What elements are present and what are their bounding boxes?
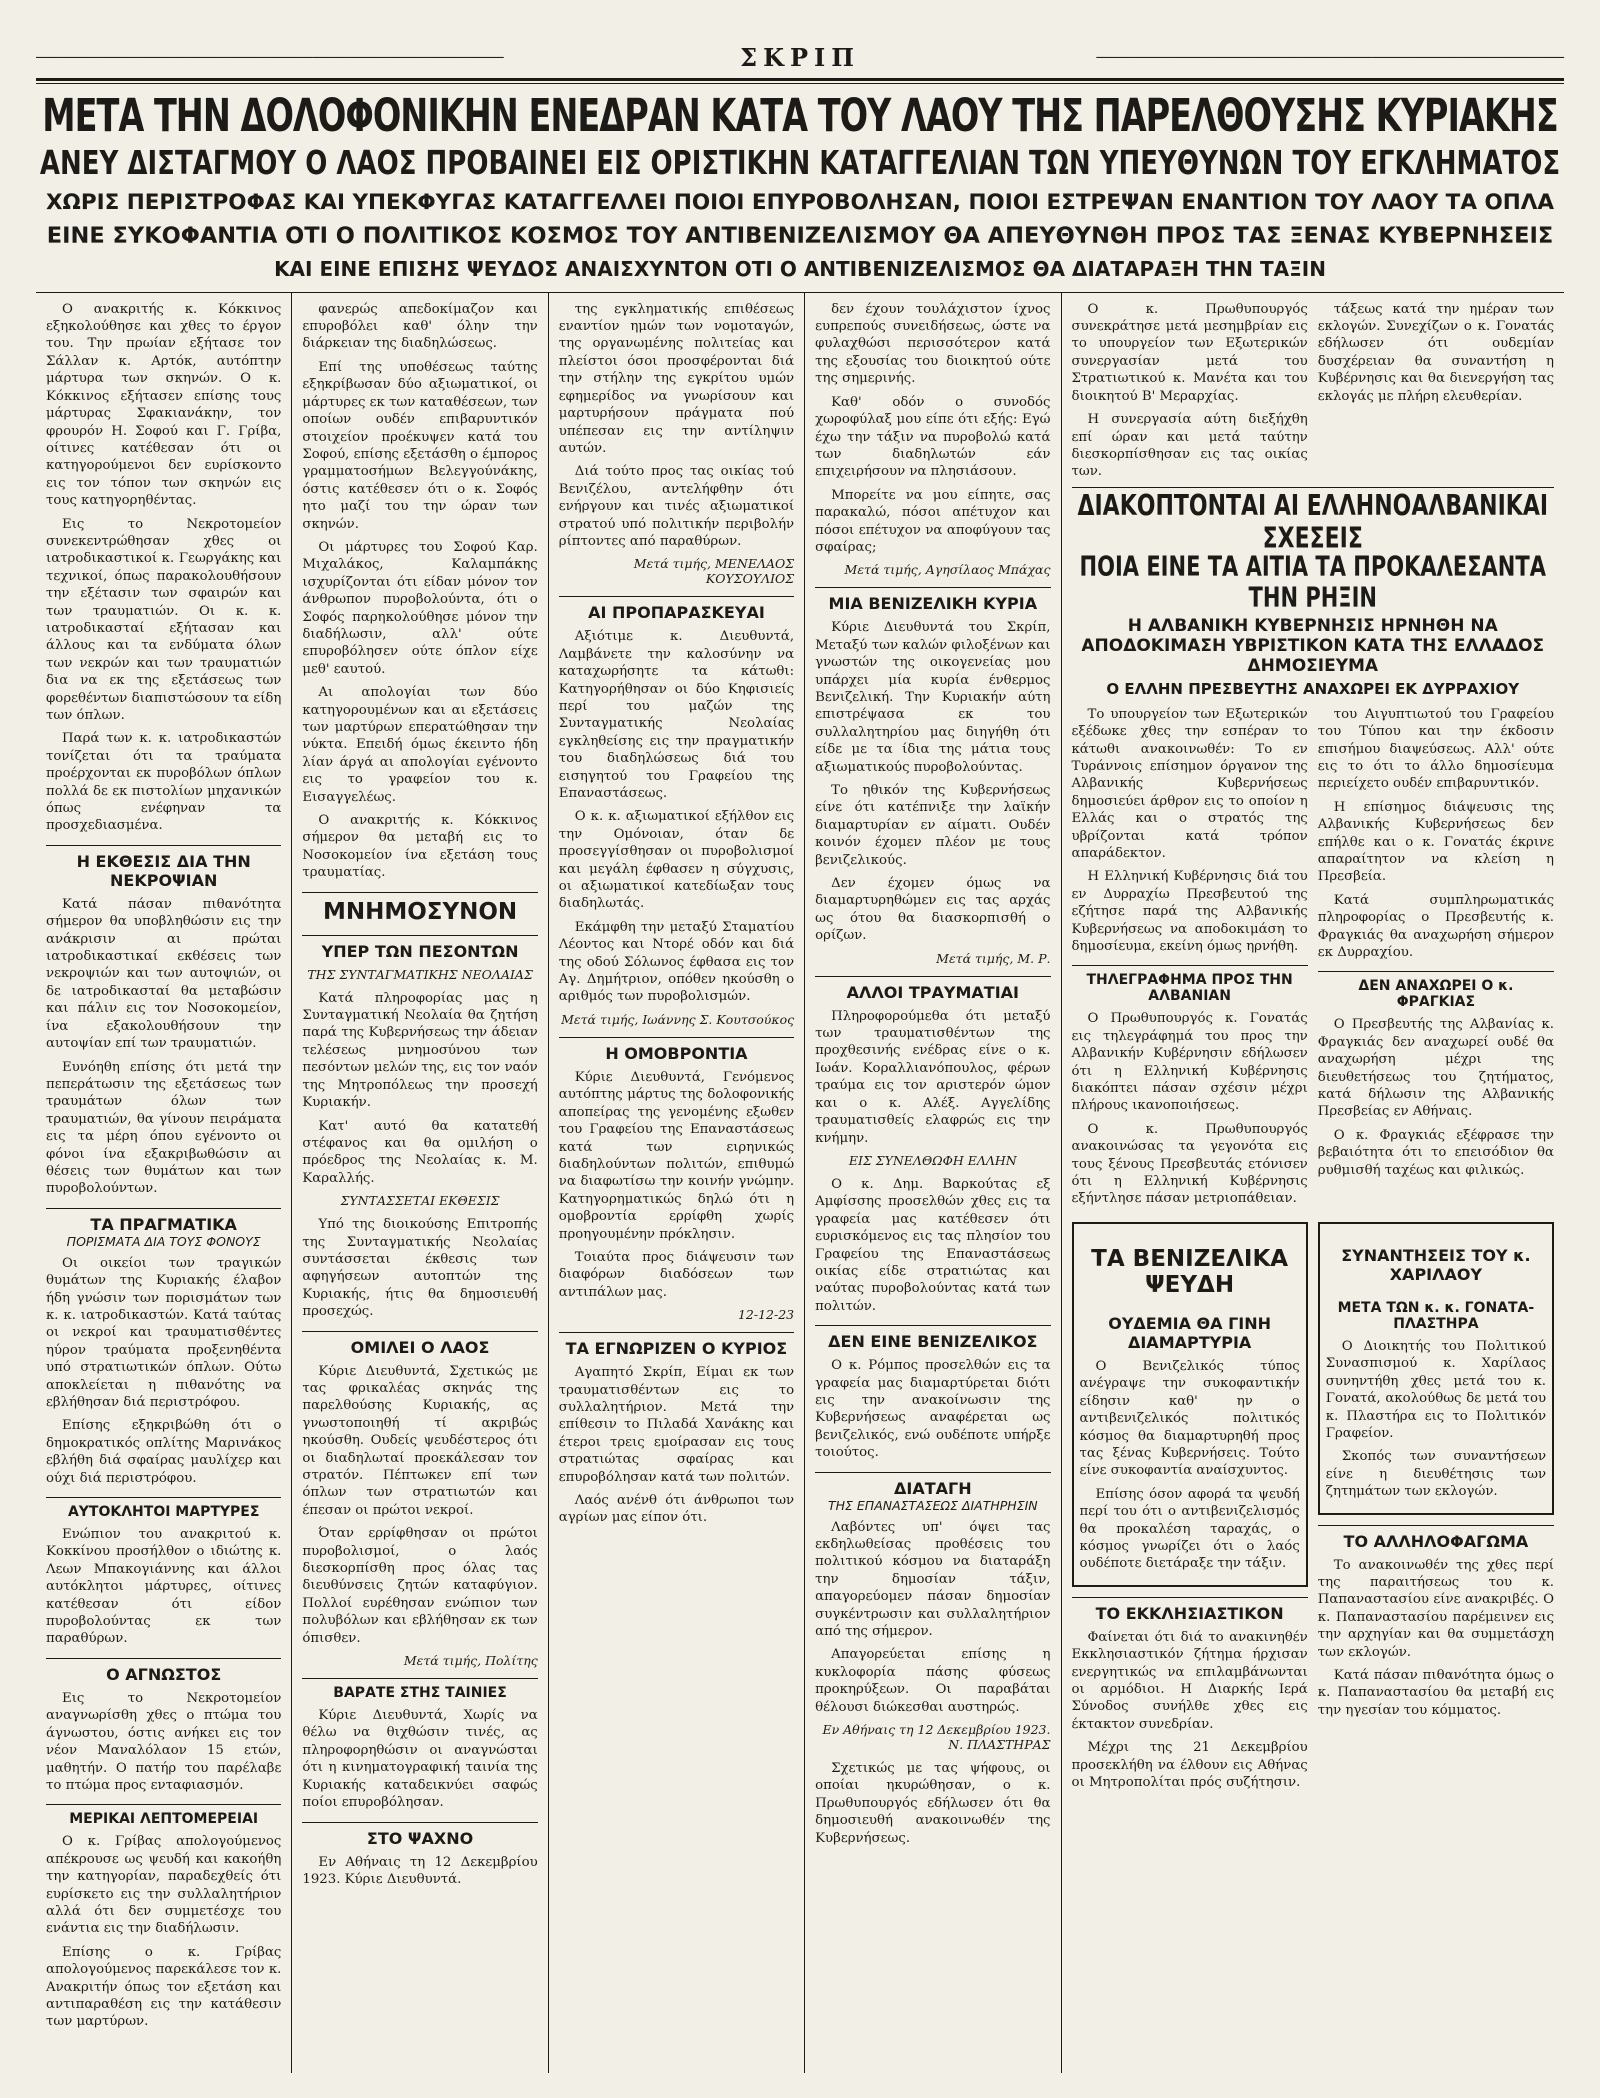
subheading: ΟΥΔΕΜΙΑ ΘΑ ΓΙΝΗ ΔΙΑΜΑΡΤΥΡΙΑ: [1108, 1313, 1272, 1352]
paragraph: Αι απολογίαι των δύο κατηγορουμένων και αι εξετάσεις των μαρτύρων επερατώθησαν την νύκτα. Επειδή όμως έκειντο ήδη λίαν άργά αι απολογίαι εγένοντο εις το γραφείον του κ. Εισαγγελέως.: [302, 685, 538, 805]
column-1: [36, 293, 292, 2073]
subheading: ΤΗΛΕΓΡΑΦΗΜΑ ΠΡΟΣ ΤΗΝ ΑΛΒΑΝΙΑΝ: [1072, 965, 1308, 1004]
subheading: ΣΤΟ ΨΑΧΝΟ: [302, 1822, 537, 1848]
paragraph: δεν έχουν τουλάχιστον ίχνος ευπρεπούς συνειδήσεως, ώστε να φυλαχθώσι περισσότερον κατά της εξουσίας του διοικητού ούτε της σημερινής.: [815, 301, 1051, 387]
paragraph: Το ηθικόν της Κυβερνήσεως είνε ότι κατέπνιξε την λαϊκήν διαμαρτυρίαν εν αίματι. Ουδέν κοινόν έχομεν πλέον με τους βενιζελικούς.: [815, 783, 1051, 868]
albania-headline-4: Ο ΕΛΛΗΝ ΠΡΕΣΒΕΥΤΗΣ ΑΝΑΧΩΡΕΙ ΕΚ ΔΥΡΡΑΧΙΟΥ: [1106, 679, 1520, 698]
paragraph: Διά τούτο προς τας οικίας τού Βενιζέλου, αντελήφθην ότι ενήργουν και τινές αξιωματικοί στρατού υπό πολιτικήν περιβολήν ρίπτοντες από παραθύρων.: [558, 464, 795, 549]
paragraph: Ο Βενιζελικός τύπος ανέγραψε την συκοφαντικήν είδησιν καθ' ην ο αντιβενιζελικός πολιτικός κόσμος θα διαμαρτυρηθή προς τας ξένας Κυβερνήσεις. Τούτο είνε συκοφαντία αναίσχυντος.: [1079, 1358, 1300, 1479]
paragraph: Φαίνεται ότι διά το ανακινηθέν Εκκλησιαστικόν ζήτημα ήρχισαν ενεργητικώς να επιλαμβάνωνται οι αρμόδιοι. Η Διαρκής Ιερά Σύνοδος συνήλθε χθες εις έκτακτον συνεδρίαν.: [1071, 1629, 1308, 1732]
paragraph: Αξιότιμε κ. Διευθυντά, Λαμβάνετε την καλοσύνην να καταχωρήσητε τα κάτωθι: Κατηγορήθησαν οι δύο Κηφισιείς περί του μαζών της Συνταγματικής Νεολαίας εγκληθείσης εις την πραγματικήν του διαδηλώσεως διά του εισηγητού του Γραφείου της Επαναστάσεως.: [558, 629, 795, 801]
subheading: ΑΙ ΠΡΟΠΑΡΑΣΚΕΥΑΙ: [559, 596, 794, 622]
paragraph: Κατά πληροφορίας μας η Συνταγματική Νεολαία θα ζητήση παρά της Κυβερνήσεως την άδειαν τελέσεως μνημοσύνου των πεσόντων μελών της, εις τον ναόν της Μητροπόλεως την προσεχή Κυριακήν.: [302, 990, 538, 1111]
signature: Μετά τιμής, Ιωάννης Σ. Κουτσούκος: [561, 1011, 795, 1027]
paragraph: φανερώς απεδοκίμαζον και επυροβόλει καθ' όλην την διάρκειαν της διαδηλώσεως.: [302, 301, 538, 352]
paragraph: Το υπουργείον των Εξωτερικών εξέδωκε χθες την εσπέραν το κάτωθι ανακοινωθέν: Το εν Τυράννοις επίσημον όργανον της Αλβανικής Κυβερνήσεως δημοσιεύει άρθρον εις το οποίον η Ελλάς και ο στρατός της υβρίζονται κατά τρόπον απαράδεκτον.: [1071, 706, 1308, 861]
paragraph: Κατά συμπληρωματικάς πληροφορίας ο Πρεσβευτής κ. Φραγκιάς θα αναχωρήση σήμερον εκ Δυρραχίου.: [1317, 892, 1555, 960]
subheading: Η ΕΚΘΕΣΙΣ ΔΙΑ ΤΗΝ ΝΕΚΡΟΨΙΑΝ: [46, 845, 281, 890]
paragraph: Ενώπιον του ανακριτού κ. Κοκκίνου προσήλθον ο ιδιώτης κ. Λεων Μπακογιάννης και άλλοι αυτόκλητοι μάρτυρες, οίτινες κατέθεσαν ότι είδον πυροβολούντας εκ των παραθύρων.: [46, 1527, 282, 1647]
paragraph: Ο κ. Δημ. Βαρκούτας εξ Αμφίσσης προσελθών χθες εις τα γραφεία μας κατέθεσεν ότι ευρισκόμενος εις τας πλησίον του Γραφείου της Επαναστάσεως οικίας είδε στρατιώτας και ναύτας πυροβολούντας κατά των πολιτών.: [815, 1176, 1051, 1314]
subheading: ΣΥΝΑΝΤΗΣΕΙΣ ΤΟΥ κ. ΧΑΡΙΛΑΟΥ: [1341, 1245, 1531, 1284]
column-3: [549, 293, 805, 2073]
paragraph: Απαγορεύεται επίσης η κυκλοφορία πάσης φύσεως προκηρύξεων. Οι παραβάται θέλουσι διώκεσθαι αυστηρώς.: [815, 1647, 1051, 1715]
subheading: Η ΟΜΟΒΡΟΝΤΙΑ: [559, 1037, 794, 1063]
paragraph: Ο κ. Πρωθυπουργός ανακοινώσας τα γεγονότα εις τους ξένους Πρεσβευτάς ετόνισεν ότι η Ελληνική Κυβέρνησις εξήντλησε πάσαν μετριοπάθειαν.: [1071, 1121, 1308, 1207]
paragraph: Τοιαύτα προς διάψευσιν των διαφόρων διαδόσεων των αντιπάλων μας.: [558, 1249, 795, 1300]
twin-left: [1072, 1214, 1308, 1798]
paragraph: Κύριε Διευθυντά, Γενόμενος αυτόπτης μάρτυς της δολοφονικής αποπείρας της γενομένης εξωθεν του Γραφείου της Επαναστάσεως κατά των ειρηνικώς διαδηλούντων πολιτών, επιθυμώ να διαφωτίσω την κοινήν γνώμην. Κατηγορηματικώς δηλώ ότι η ομοβροντία ερρίφθη χωρίς προηγουμένην πρόκλησιν.: [558, 1069, 795, 1242]
subheading-title: ΔΙΑΤΑΓΗ: [894, 1478, 972, 1498]
headline-fourth: ΕΙΝΕ ΣΥΚΟΦΑΝΤΙΑ ΟΤΙ Ο ΠΟΛΙΤΙΚΟΣ ΚΟΣΜΟΣ ΤΟΥ ΑΝΤΙΒΕΝΙΖΕΛΙΣΜΟΥ ΘΑ ΑΠΕΥΘΥΝΘΗ ΠΡΟΣ ΤΑΣ ΞΕΝΑΣ ΚΥΒΕΡΝΗΣΕΙΣ: [46, 225, 1554, 249]
paragraph: Ο ανακριτής κ. Κόκκινος εξηκολούθησε και χθες το έργον του. Την πρωίαν εξήτασε τον Σάλλαν κ. Αρτόκ, αυτόπτην μάρτυρα των σκηνών. Ο κ. Κόκκινος εξήτασεν επίσης τους μάρτυρας Σφακιανάκην, τον φρουρόν Η. Σοφού και Γ. Γρίβα, οίτινες κατέθεσαν ότι οι κατηγορούμενοι δεν ευρίσκοντο εις τον τόπον των σκηνών εις τους κατηγορηθέντας.: [46, 301, 282, 509]
subheading-subtitle: ΤΗΣ ΕΠΑΝΑΣΤΑΣΕΩΣ ΔΙΑΤΗΡΗΣΙΝ: [827, 1497, 1038, 1513]
boxed-article: [1318, 1222, 1554, 1515]
masthead-name: ΣΚΡΙΠ: [740, 42, 860, 72]
masthead: [36, 40, 1564, 74]
paragraph: Οι μάρτυρες του Σοφού Καρ. Μιχαλάκος, Καλαμπάκης ισχυρίζονται ότι είδαν μόνον τον άνθρωπον πυροβολούντα, ότι ο Σοφός παρηκολούθησε μόνον την διαδήλωσιν, αλλ' ούτε επυροβόλησεν ούτε όπλον είχε μεθ' εαυτού.: [302, 539, 538, 677]
albania-headline-3: Η ΑΛΒΑΝΙΚΗ ΚΥΒΕΡΝΗΣΙΣ ΗΡΝΗΘΗ ΝΑ ΑΠΟΔΟΚΙΜΑΣΗ ΥΒΡΙΣΤΙΚΟΝ ΚΑΤΑ ΤΗΣ ΕΛΛΑΔΟΣ ΔΗΜΟΣΙΕΥΜΑ: [1081, 615, 1545, 676]
subheading: ΑΛΛΟΙ ΤΡΑΥΜΑΤΙΑΙ: [815, 976, 1050, 1002]
paragraph: Ο Πρωθυπουργός κ. Γονατάς εις τηλεγράφημά του προς την Αλβανικήν Κυβέρνησιν εδήλωσεν ότι η Ελληνική Κυβέρνησις διακόπτει πάσαν σχέσιν μέχρι πλήρους ικανοποιήσεως.: [1071, 1011, 1308, 1114]
subheading: ΟΜΙΛΕΙ Ο ΛΑΟΣ: [302, 1331, 537, 1357]
paragraph: του Αιγυπτιωτού του Γραφείου του Τύπου και την έκδοσιν επισήμου διαψεύσεως. Αλλ' ούτε εις το ότι το άλλο δημοσίευμα περιείχετο ουδέν επιβαρυντικόν.: [1317, 706, 1555, 792]
signature: Μετά τιμής, Πολίτης: [403, 1653, 538, 1669]
paragraph: Λαβόντες υπ' όψει τας εκδηλωθείσας προθέσεις του πολιτικού κόσμου να διαταράξη την δημοσίαν τάξιν, απαγορεύομεν πάσαν δημοσίαν συγκέντρωσιν και συλλαλητήριον από της σήμερον.: [815, 1519, 1051, 1640]
paragraph: Λαός ανένθ ότι άνθρωποι των αγρίων μας είπον ότι.: [558, 1493, 795, 1526]
paragraph: Δεν έχομεν όμως να διαμαρτυρηθώμεν εις τας αρχάς ως ότου θα διασκορπισθή ο ορίζων.: [815, 876, 1051, 944]
paragraph: Μπορείτε να μου είπητε, σας παρακαλώ, πόσοι απέτυχον και πόσοι επέτυχον να αποφύγουν τας σφαίρας;: [815, 487, 1051, 555]
paragraph: Η συνεργασία αύτη διεξήχθη επί ώραν και μετά ταύτην διεσκορπίσθησαν εις τας οικίας των.: [1071, 412, 1308, 480]
subheading: Ο ΑΓΝΩΣΤΟΣ: [46, 1658, 281, 1684]
signature: 12-12-23: [737, 1307, 795, 1323]
subheading: ΜΙΑ ΒΕΝΙΖΕΛΙΚΗ ΚΥΡΙΑ: [815, 587, 1050, 613]
paragraph: Υπό της διοικούσης Επιτροπής της Συνταγματικής Νεολαίας συντάσσεται έκθεσις των αφηγήσεων αυτοπτών της Κυριακής, ήτις θα δημοσιευθή προσεχώς.: [302, 1217, 538, 1320]
subheading: ΜΕΤΑ ΤΩΝ κ. κ. ΓΟΝΑΤΑ-ΠΛΑΣΤΗΡΑ: [1337, 1299, 1535, 1332]
signature: Μετά τιμής, ΜΕΝΕΛΑΟΣ ΚΟΥΣΟΥΛΙΟΣ: [633, 556, 795, 587]
twin-left: [1072, 706, 1308, 1214]
paragraph: Ο κ. Φραγκιάς εξέφρασε την βεβαιότητα ότι το επεισόδιον θα ρυθμισθή ταχέως και φιλικώς.: [1317, 1127, 1555, 1178]
paragraph: Ο Πρεσβευτής της Αλβανίας κ. Φραγκιάς δεν αναχωρεί ουδέ θα αναχωρήση μέχρι της διευθετήσεως του ζητήματος, κατά δήλωσιν της Αλβανικής Πρεσβείας εν Αθήναις.: [1317, 1017, 1555, 1120]
signature: Μετά τιμής, Μ. Ρ.: [936, 950, 1051, 966]
paragraph: τάξεως κατά την ημέραν των εκλογών. Συνεχίζων ο κ. Γονατάς εδήλωσεν ότι ουδεμίαν δυσχέρειαν θα συναντήση η Κυβέρνησις και θα διενεργήση τας εκλογάς με πλήρη ελευθερίαν.: [1317, 301, 1555, 404]
subheading: ΤΑ ΒΕΝΙΖΕΛΙΚΑ ΨΕΥΔΗ: [1091, 1245, 1289, 1298]
top-rule: [36, 78, 1564, 84]
paragraph: Ο κ. Πρωθυπουργός συνεκράτησε μετά μεσημβρίαν εις το υπουργείον των Εξωτερικών συνεργασίαν μετά του Στρατιωτικού κ. Μανέτα και του διοικητού Β' Μεραρχίας.: [1071, 301, 1308, 404]
subheading: ΔΕΝ ΑΝΑΧΩΡΕΙ Ο κ. ΦΡΑΓΚΙΑΣ: [1318, 971, 1554, 1010]
column-4: [805, 293, 1061, 2073]
paragraph: Καθ' οδόν ο συνοδός χωροφύλαξ μου είπε ότι εξής: Εγώ έχω την τάξιν να πυροβολώ κατά των διαδηλωτών εάν επιχειρήσουν να πλησιάσουν.: [815, 394, 1051, 480]
paragraph: Κατά πάσαν πιθανότητα σήμερον θα υποβληθώσιν εις την ανάκρισιν αι πρώται ιατροδικαστικαί εκθέσεις των νεκροψιών και των αυτοψιών, οι δε ιατροδικασταί θα μεταβώσιν και πάλιν εις τον Νοσοκομείον, ίνα εξακολουθήσουν την αυτοψίαν επί των τραυματιών.: [46, 896, 282, 1052]
albania-body: [1072, 706, 1555, 1214]
subheading: ΑΥΤΟΚΛΗΤΟΙ ΜΑΡΤΥΡΕΣ: [46, 1497, 281, 1520]
headline-main: ΜΕΤΑ ΤΗΝ ΔΟΛΟΦΟΝΙΚΗΝ ΕΝΕΔΡΑΝ ΚΑΤΑ ΤΟΥ ΛΑΟΥ ΤΗΣ ΠΑΡΕΛΘΟΥΣΗΣ ΚΥΡΙΑΚΗΣ: [42, 91, 1558, 140]
subheading: ΔΕΝ ΕΙΝΕ ΒΕΝΙΖΕΛΙΚΟΣ: [815, 1325, 1050, 1351]
paragraph: Μέχρι της 21 Δεκεμβρίου προσεκλήθη να έλθουν εις Αθήνας οι Μητροπολίται πρός συζήτησιν.: [1071, 1740, 1308, 1790]
paragraph: Επίσης εξηκριβώθη ότι ο δημοκρατικός οπλίτης Μαρινάκος εβλήθη διά σφαίρας μαυλίχερ και ούχι διά περιστρόφου.: [46, 1418, 282, 1486]
subheading-italic: ΣΥΝΤΑΣΣΕΤΑΙ ΕΚΘΕΣΙΣ: [340, 1193, 500, 1209]
subheading: ΥΠΕΡ ΤΩΝ ΠΕΣΟΝΤΩΝ: [302, 935, 537, 961]
subheading-title: ΤΑ ΠΡΑΓΜΑΤΙΚΑ: [90, 1214, 237, 1234]
signature: Εν Αθήναις τη 12 Δεκεμβρίου 1923. Ν. ΠΛΑΣΤΗΡΑΣ: [822, 1722, 1051, 1753]
paragraph: Η Ελληνική Κυβέρνησις διά του εν Δυρραχίω Πρεσβευτού της εζήτησε παρά της Αλβανικής Κυβερνήσεως να αποδοκιμάση το δημοσίευμα, εκείνη όμως ηρνήθη.: [1071, 869, 1308, 954]
paragraph: Η επίσημος διάψευσις της Αλβανικής Κυβερνήσεως δεν επήλθε και ο κ. Γονατάς έκρινε απαραίτητον να κλείση η Πρεσβεία.: [1317, 799, 1555, 885]
paragraph: Εις το Νεκροτομείον αναγνωρίσθη χθες ο πτώμα του άγνωστου, όστις ανήκει εις τον νέον Μαναλόλαον 15 ετών, μαθητήν. Ο πατήρ του παρέλαβε το πτώμα προς ενταφιασμόν.: [46, 1690, 282, 1793]
paragraph: Κύριε Διευθυντά, Σχετικώς με τας φρικαλέας σκηνάς της παρελθούσης Κυριακής, ας γνωστοποιηθή τί ακριβώς ηκούσθη. Ουδείς ψευδέστερος ότι οι διαδηλωταί προεκάλεσαν τον στρατόν. Πέπτωκεν επί των όπλων των στρατιωτών και έπεσαν οι πρώτοι νεκροί.: [302, 1363, 538, 1518]
paragraph: Οι οικείοι των τραγικών θυμάτων της Κυριακής έλαβον ήδη γνώσιν των πορισμάτων των κ. κ. ιατροδικαστών. Κατά ταύτας οι νεκροί και τραυματισθέντες ηύρον τραύματα προξενηθέντα υπό στρατιωτικών όπλων. Ούτω αποκλείεται η πιθανότης να εβλήθησαν διά περιστρόφου.: [46, 1255, 282, 1410]
paragraph: Παρά των κ. κ. ιατροδικαστών τονίζεται ότι τα τραύματα προέρχονται εκ πυροβόλων όπλων πολλά δε εκ πιστολίων μηχανικών όπως ενέφηναν τα προσχεδιασμένα.: [46, 731, 282, 834]
headline-third: ΧΩΡΙΣ ΠΕΡΙΣΤΡΟΦΑΣ ΚΑΙ ΥΠΕΚΦΥΓΑΣ ΚΑΤΑΓΓΕΛΛΕΙ ΠΟΙΟΙ ΕΠΥΡΟΒΟΛΗΣΑΝ, ΠΟΙΟΙ ΕΣΤΡΕΨΑΝ ΕΝΑΝΤΙΟΝ ΤΟΥ ΛΑΟΥ ΤΑ ΟΠΛΑ: [45, 192, 1555, 216]
paragraph: της εγκληματικής επιθέσεως εναντίον ημών των νομοταγών, της οργανωμένης πολιτείας και πλείστοι όσοι προσφέρονται διά την στήλην της εγκρίτου υμών εφημερίδος να γνωρίσουν και μαρτυρήσουν πράγματα πού υπέπεσαν εις την αντίληψιν αυτών.: [558, 301, 795, 456]
paragraph: Κύριε Διευθυντά, Χωρίς να θέλω να θιχθώσιν τινές, ας πληροφορηθώσιν οι αναγνώσται ότι η κινηματογραφική ταινία της Κυριακής καταδεικνύει σαφώς ποίοι επυροβόλησαν.: [302, 1708, 538, 1811]
albania-headline-1: ΔΙΑΚΟΠΤΟΝΤΑΙ ΑΙ ΕΛΛΗΝΟΑΛΒΑΝΙΚΑΙ ΣΧΕΣΕΙΣ: [1077, 490, 1549, 556]
paragraph: Όταν ερρίφθησαν οι πρώτοι πυροβολισμοί, ο λαός διεσκορπίσθη προς όλας τας διευθύνσεις ζητών καταφύγιον. Πολλοί ευρέθησαν ενώπιον των πολυβόλων και εβλήθησαν εκ των όπισθεν.: [302, 1526, 538, 1646]
paragraph: Ο κ. κ. αξιωματικοί εξήλθον εις την Ομόνοιαν, όταν δε προσεγγίσθησαν οι πυροβολισμοί και μεγάλη έφθασεν η σύγχυσις, οι αξιωματικοί κατεδίωξαν τους διαδηλωτάς.: [558, 809, 795, 912]
paragraph: Εις το Νεκροτομείον συνεκεντρώθησαν χθες οι ιατροδικαστικοί κ. Γεωργάκης και τεχνικοί, όπως παρακολουθήσουν την εξέτασιν των σφαιρών και των τραυματιών. Οι κ. κ. ιατροδικασταί εξήτασαν και άλλους και τα ενδύματα όλων των νεκρών και των τραυματιών δια να εκ της εξετάσεως των φορεθέντων διαπιστώσουν τα είδη των όπλων.: [46, 516, 282, 723]
subheading: ΤΑ ΕΓΝΩΡΙΖΕΝ Ο ΚΥΡΙΟΣ: [559, 1332, 794, 1358]
paragraph: Ο κ. Ρόμπος προσελθών εις τα γραφεία μας διαμαρτύρεται διότι εις την ανακοίνωσιν της Κυβερνήσεως αναφέρεται ως βενιζελικός, ενώ ουδέποτε υπήρξε τοιούτος.: [815, 1358, 1051, 1461]
paragraph: Επίσης ο κ. Γρίβας απολογούμενος παρεκάλεσε τον κ. Ανακριτήν όπως τον εξετάση και αντιπαραθέση εις την κατάθεσιν των μαρτύρων.: [46, 1944, 282, 2030]
paragraph: Ο Διοικητής του Πολιτικού Συνασπισμού κ. Χαρίλαος συνηντήθη χθες μετά του κ. Γονατά, ακολούθως δε μετά του κ. Πλαστήρα εις το Πολιτικόν Γραφείον.: [1325, 1338, 1547, 1441]
subheading: ΜΝΗΜΟΣΥΝΟΝ: [302, 892, 537, 925]
paragraph: Αγαπητό Σκρίπ, Είμαι εκ των τραυματισθέντων εις το συλλαλητήριον. Μετά την επίθεσιν το Πιλαδά Χανάκης και έτεροι τρεις εμοίρασαν εις τους στρατιώτας σφαίρας και επυροβόλησαν κατά των πολιτών.: [558, 1365, 795, 1485]
paragraph: Επί της υποθέσεως ταύτης εξηκρίβωσαν δύο αξιωματικοί, οι μάρτυρες εκ των καταθέσεων, των οποίων ουδέν επιβαρυντικόν στοιχείον προέκυψεν κατά του Σοφού, επίσης εξετάσθη ο έμπορος γραμματοσήμων Βελεγγούνάκης, όστις κατέθεσεν ότι ο κ. Σοφός ητο μαζί του την ώραν των σκηνών.: [302, 359, 538, 532]
paragraph: Κατ' αυτό θα κατατεθή στέφανος και θα ομιλήση ο πρόεδρος της Νεολαίας κ. Μ. Καραλλής.: [302, 1118, 538, 1186]
signature: Μετά τιμής, Αγησίλαος Μπάχας: [844, 562, 1051, 578]
twin-right: [1318, 301, 1554, 487]
paragraph: Το ανακοινωθέν της χθες περί της παραιτήσεως του κ. Παπαναστασίου είνε ανακριβές. Ο κ. Παπαναστασίου παρέμεινεν εις την αρχηγίαν και θα συμμετάσχη των εκλογών.: [1317, 1557, 1555, 1660]
albania-headline: [1072, 487, 1555, 698]
paragraph: Επίσης όσον αφορά τα ψευδή περί του ότι ο αντιβενιζελισμός θα προκαλέση ταραχάς, ο κόσμος γνωρίζει ότι ο λαός ουδέποτε διετάραξε την τάξιν.: [1079, 1486, 1300, 1572]
column-2: [292, 293, 548, 2073]
bottom-twin: [1072, 1214, 1555, 1798]
paragraph: Ο ανακριτής κ. Κόκκινος σήμερον θα μεταβή εις το Νοσοκομείον ίνα εξετάση τους τραυματίας.: [302, 813, 538, 881]
subheading: ΤΟ ΕΚΚΛΗΣΙΑΣΤΙΚΟΝ: [1072, 1597, 1308, 1623]
paragraph: Εκάμφθη την μεταξύ Σταματίου Λέοντος και Ντορέ οδόν και διά της οδού Σόλωνος έφθασα εις τον Αγ. Δημήτριον, οπόθεν ηκούσθη ο αριθμός των πυροβολισμών.: [558, 919, 795, 1005]
albania-headline-2: ΠΟΙΑ ΕΙΝΕ ΤΑ ΑΙΤΙΑ ΤΑ ΠΡΟΚΑΛΕΣΑΝΤΑ ΤΗΝ ΡΗΞΙΝ: [1079, 550, 1546, 613]
paragraph: Εν Αθήναις τη 12 Δεκεμβρίου 1923. Κύριε Διευθυντά.: [302, 1854, 538, 1887]
paragraph: Κύριε Διευθυντά του Σκρίπ, Μεταξύ των καλών φιλοξένων και γνωστών της οικογενείας μου υπάρχει μία κυρία ένθερμος Βενιζελική. Την Κυριακήν αύτη επιστρέψασα εκ του συλλαλητηρίου μας διηγήθη ότι είδε με τα ίδια της μάτια τους αξιωματικούς πυροβολούντας.: [815, 620, 1051, 775]
paragraph: Ευνόηθη επίσης ότι μετά την πεπεράτωσιν της εξετάσεως των τραυμάτων όλων των τραυματιών, θα γίνουν πειράματα εις τα μέρη όπου εγένοντο οι φόνοι ίνα εξακριβωθώσιν αι θέσεις των θυμάτων και των πυροβολούντων.: [46, 1059, 282, 1197]
twin-left: [1072, 301, 1308, 487]
paragraph: Σκοπός των συναντήσεων είνε η διευθέτησις των ζητημάτων των εκλογών.: [1325, 1449, 1547, 1500]
subheading-subtitle: ΤΗΣ ΣΥΝΤΑΓΜΑΤΙΚΗΣ ΝΕΟΛΑΙΑΣ: [307, 966, 533, 982]
subheading: ΜΕΡΙΚΑΙ ΛΕΠΤΟΜΕΡΕΙΑΙ: [46, 1804, 281, 1827]
masthead-rule-right: ────────────────────────────────────────────: [1096, 48, 1564, 66]
masthead-rule-left: ────────────────────────────────────────────: [36, 48, 504, 66]
subheading: ΤΟ ΑΛΛΗΛΟΦΑΓΩΜΑ: [1318, 1525, 1554, 1551]
paragraph: Σχετικώς με τας ψήφους, οι οποίαι ηκυρώθησαν, ο κ. Πρωθυπουργός εδήλωσεν ότι θα δημοσιευθή ανακοινωθέν της Κυβερνήσεως.: [815, 1761, 1051, 1846]
top-twin: [1072, 301, 1555, 487]
twin-right: [1318, 706, 1554, 1214]
subheading: ΒΑΡΑΤΕ ΣΤΗΣ ΤΑΙΝΙΕΣ: [302, 1678, 537, 1701]
subheading: [815, 1472, 1050, 1513]
subheading-subtitle: ΠΟΡΙΣΜΑΤΑ ΔΙΑ ΤΟΥΣ ΦΟΝΟΥΣ: [66, 1233, 261, 1249]
headline-second: ΑΝΕΥ ΔΙΣΤΑΓΜΟΥ Ο ΛΑΟΣ ΠΡΟΒΑΙΝΕΙ ΕΙΣ ΟΡΙΣΤΙΚΗΝ ΚΑΤΑΓΓΕΛΙΑΝ ΤΩΝ ΥΠΕΥΘΥΝΩΝ ΤΟΥ ΕΓΚΛΗΜΑΤΟΣ: [39, 147, 1561, 182]
twin-right: [1318, 1214, 1554, 1798]
paragraph: Ο κ. Γρίβας απολογούμενος απέκρουσε ως ψευδή και κακοήθη την κατηγορίαν, παραδεχθείς ότι ευρίσκετο εις την συλλαλητήριον αλλά ότι δεν συμμετέσχε του ενάντια εις την διαδήλωσιν.: [46, 1834, 282, 1937]
paragraph: Κατά πάσαν πιθανότητα όμως ο κ. Παπαναστασίου θα μεταβή εις την ηγεσίαν του κόμματος.: [1317, 1667, 1555, 1718]
subheading: [46, 1208, 281, 1249]
headline-fifth: ΚΑΙ ΕΙΝΕ ΕΠΙΣΗΣ ΨΕΥΔΟΣ ΑΝΑΙΣΧΥΝΤΟΝ ΟΤΙ Ο ΑΝΤΙΒΕΝΙΖΕΛΙΣΜΟΣ ΘΑ ΔΙΑΤΑΡΑΞΗ ΤΗΝ ΤΑΞΙΝ: [274, 258, 1326, 280]
subheading-italic: ΕΙΣ ΣΥΝΕΛΘΩΦΗ ΕΛΛΗΝ: [848, 1152, 1017, 1168]
article-columns: [36, 292, 1564, 2073]
column-5: [1062, 293, 1565, 2073]
paragraph: Πληροφορούμεθα ότι μεταξύ των τραυματισθέντων της προχθεσινής ενέδρας είνε ο κ. Ιωάν. Κοραλλιανόπουλος, φέρων τραύμα εις τον αριστερόν ώμον και ο κ. Αλέξ. Αγγελίδης τραυματισθείς ελαφρώς εις την κνήμην.: [815, 1008, 1051, 1146]
boxed-article: [1072, 1222, 1308, 1587]
